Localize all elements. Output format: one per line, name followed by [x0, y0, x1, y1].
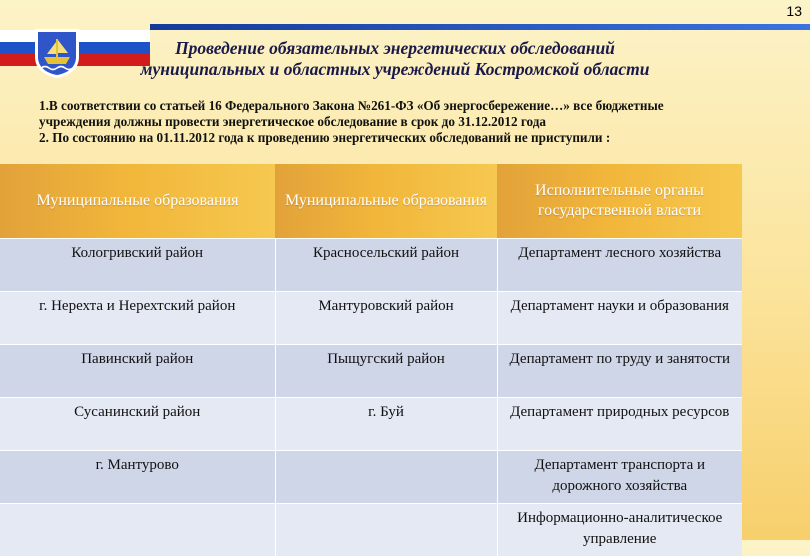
table-header-row: [0, 164, 742, 239]
table-row: [0, 292, 742, 345]
table-cell: Информационно-аналитическое управление: [497, 504, 742, 556]
table-cell: Департамент науки и образования: [497, 292, 742, 345]
table-cell: [0, 504, 275, 556]
header-municipal-2: Муниципальные образования: [275, 164, 497, 239]
header-municipal-1: Муниципальные образования: [0, 164, 275, 239]
table-row: [0, 451, 742, 504]
table-cell: Павинский район: [0, 345, 275, 398]
page-number: 13: [786, 3, 802, 19]
table-cell: Сусанинский район: [0, 398, 275, 451]
table-cell: Красносельский район: [275, 239, 497, 292]
intro-line-3: 2. По состоянию на 01.11.2012 года к проведению энергетических обследований не приступили :: [39, 130, 779, 146]
table-cell: [275, 451, 497, 504]
intro-line-2: учреждения должны провести энергетическое обследование в срок до 31.12.2012 года: [39, 114, 779, 130]
table-cell: Кологривский район: [0, 239, 275, 292]
intro-text: [39, 98, 779, 146]
table-row: [0, 239, 742, 292]
table-cell: [275, 504, 497, 556]
intro-line-1: 1.В соответствии со статьей 16 Федерального Закона №261-ФЗ «Об энергосбережение…» все бюджетные: [39, 98, 779, 114]
institutions-table: [0, 164, 742, 540]
slide-title: [90, 38, 700, 80]
table-cell: г. Буй: [275, 398, 497, 451]
table-cell: г. Нерехта и Нерехтский район: [0, 292, 275, 345]
table-cell: Мантуровский район: [275, 292, 497, 345]
header-band: [150, 24, 810, 30]
table-cell: Департамент природных ресурсов: [497, 398, 742, 451]
table-row: [0, 345, 742, 398]
table-row: [0, 398, 742, 451]
title-line-1: Проведение обязательных энергетических обследований: [90, 38, 700, 59]
table-cell: Пыщугский район: [275, 345, 497, 398]
table-row: [0, 504, 742, 556]
table-cell: Департамент по труду и занятости: [497, 345, 742, 398]
title-line-2: муниципальных и областных учреждений Костромской области: [90, 59, 700, 80]
table-cell: Департамент лесного хозяйства: [497, 239, 742, 292]
kostroma-coat-of-arms-icon: [31, 27, 83, 79]
table-cell: г. Мантурово: [0, 451, 275, 504]
table-cell: Департамент транспорта и дорожного хозяйства: [497, 451, 742, 504]
header-executive-bodies: Исполнительные органы государственной власти: [497, 164, 742, 239]
